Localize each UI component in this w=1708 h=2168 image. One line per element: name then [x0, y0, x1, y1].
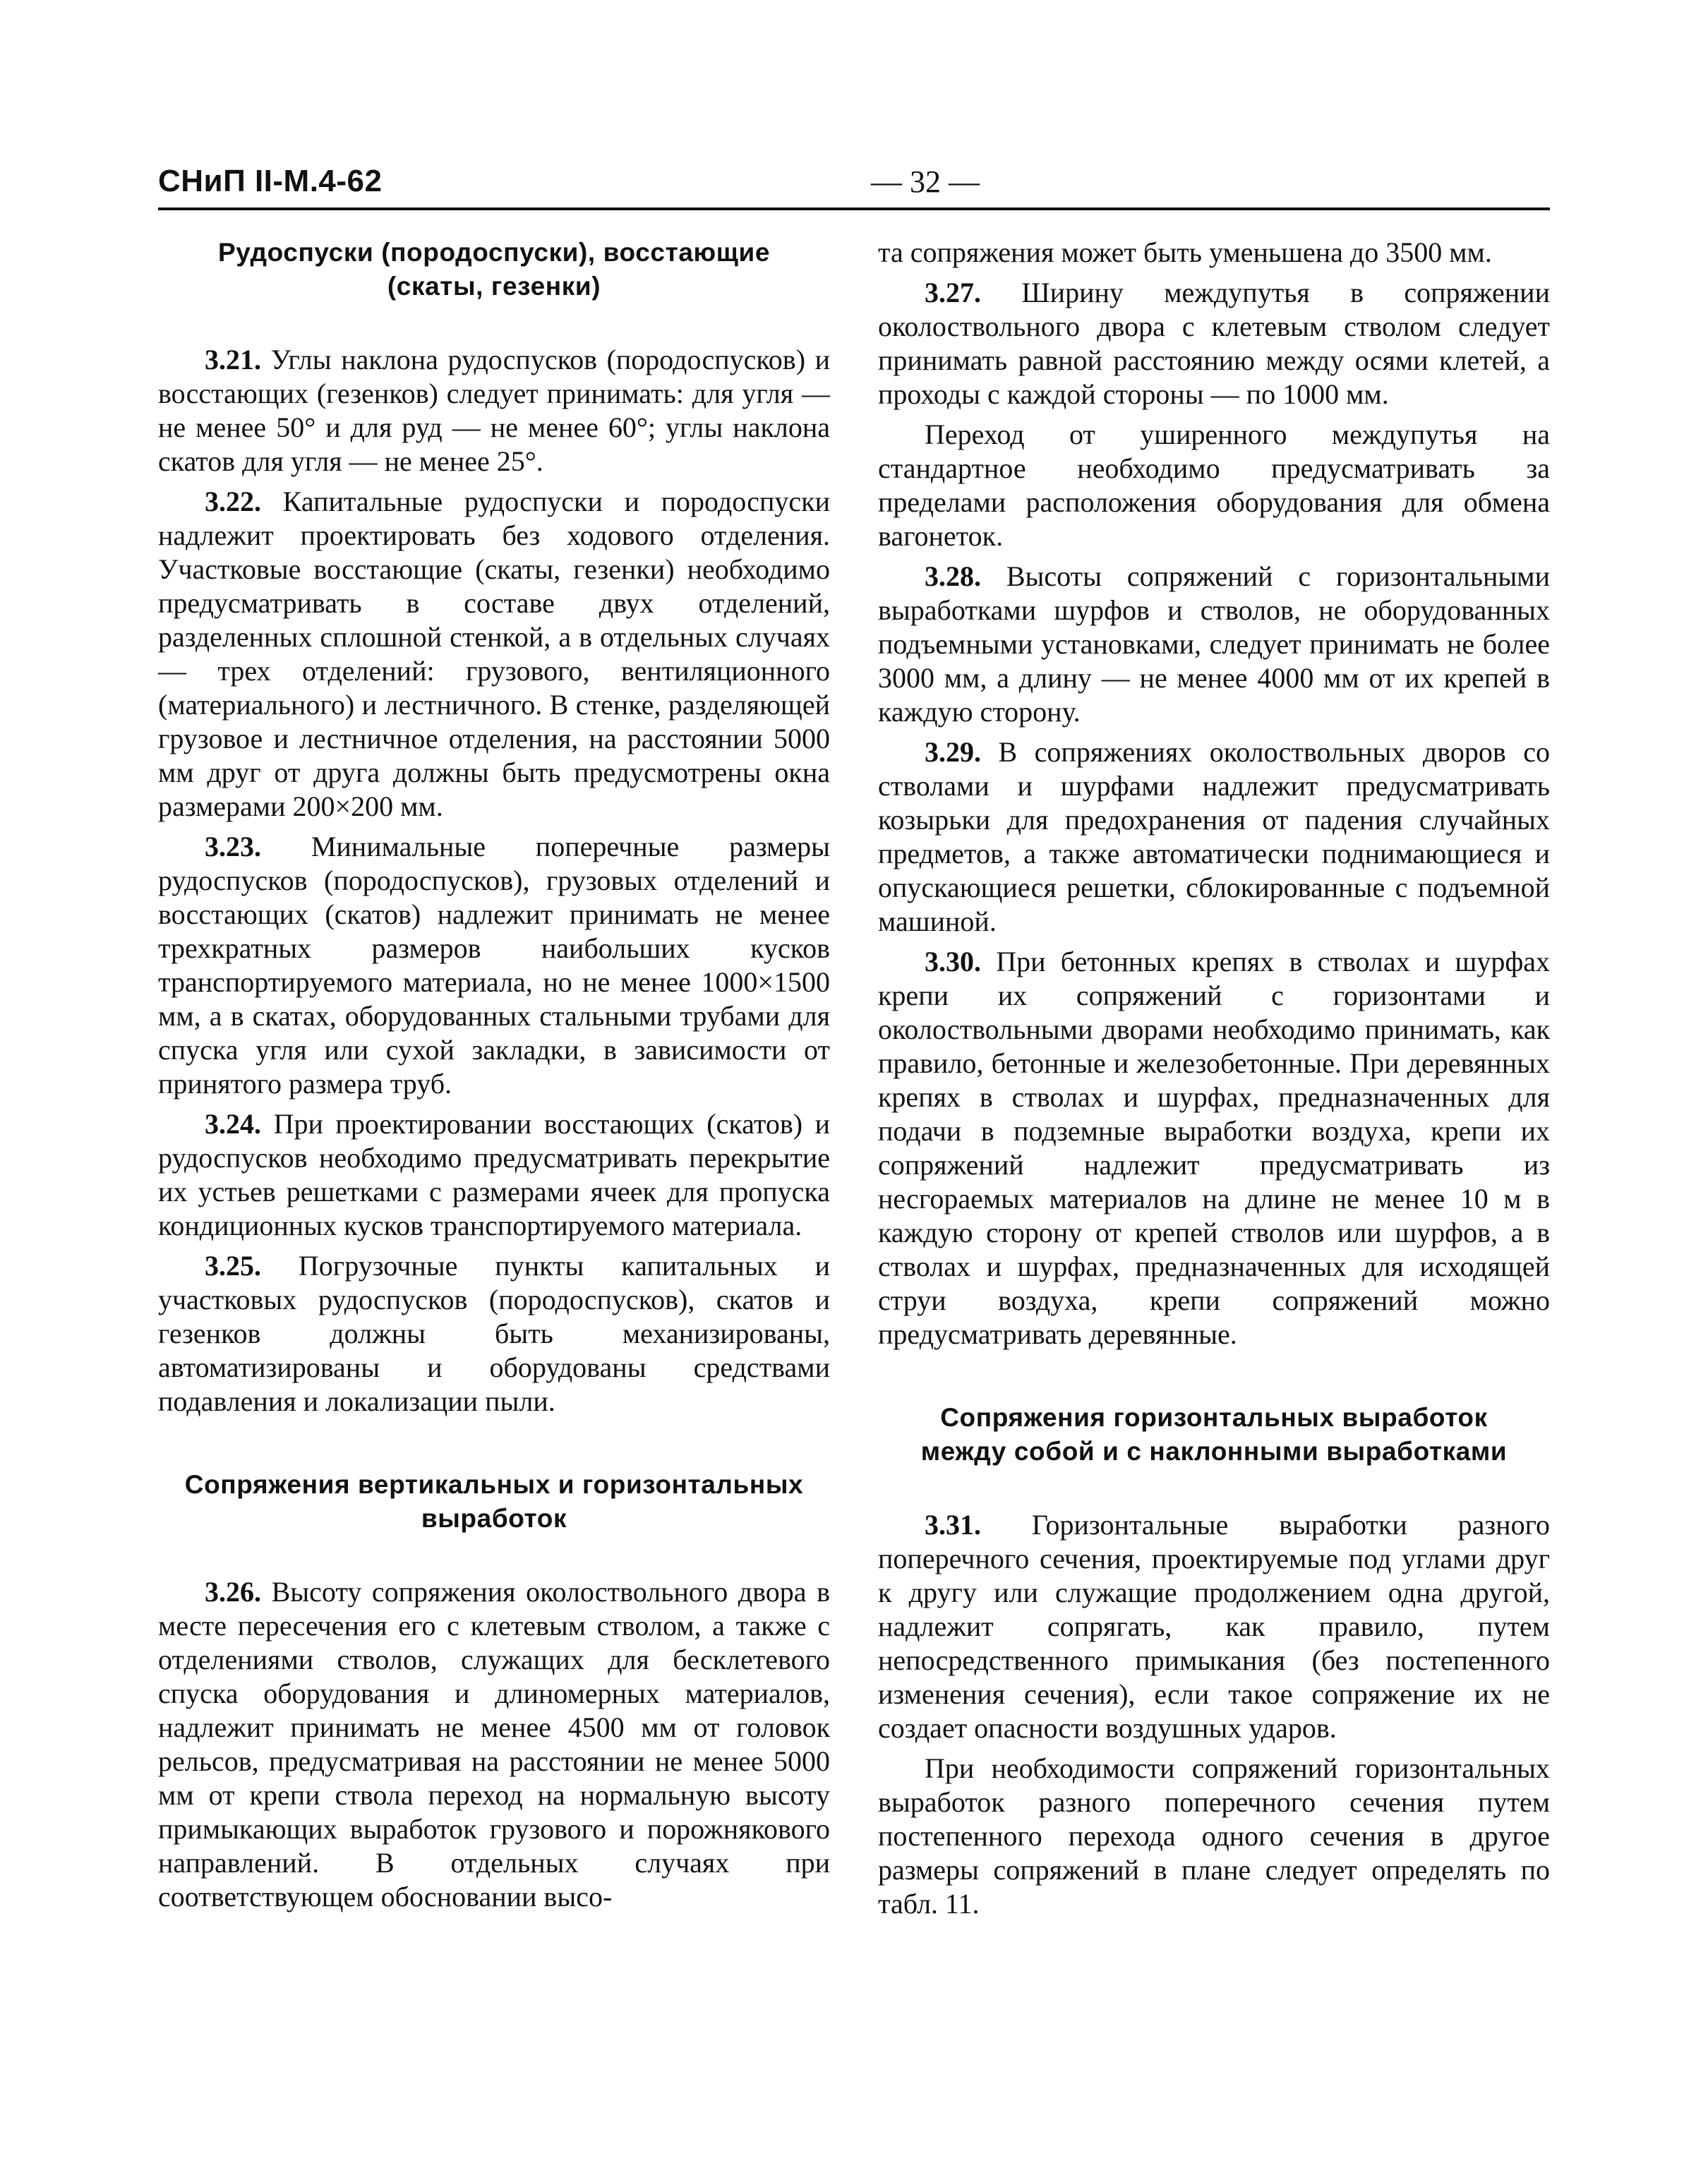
- section-heading-line: выработок: [421, 1504, 567, 1533]
- paragraph-3-27: [878, 276, 1550, 411]
- section-heading-ore-passes: [158, 236, 830, 303]
- paragraph-3-28: [878, 560, 1550, 729]
- paragraph-text: В сопряжениях околоствольных дворов со стволами и шурфами надлежит предусматривать козырьки для предохранения от падения случайных предметов, а также автоматически поднимающиеся и опускающиеся решетки, сблокированные с подъемной машиной.: [878, 736, 1551, 937]
- paragraph-3-31: [878, 1508, 1550, 1745]
- section-heading-line: Сопряжения вертикальных и горизонтальных: [184, 1470, 804, 1499]
- paragraph-3-25: [158, 1249, 830, 1419]
- paragraph-3-27-b: Переход от уширенного междупутья на стандартное необходимо предусматривать за пределами расположения оборудования для обмена вагонеток.: [878, 418, 1550, 552]
- section-heading-line: (скаты, гезенки): [387, 272, 601, 301]
- paragraph-text: Погрузочные пункты капитальных и участковых рудоспусков (породоспусков), скатов и гезенков должны быть механизированы, автоматизированы и оборудованы средствами подавления и локализации пыли.: [158, 1250, 831, 1417]
- section-heading-line: между собой и с наклонными выработками: [920, 1437, 1508, 1466]
- paragraph-text: При проектировании восстающих (скатов) и рудоспусков необходимо предусматривать перекрытие их устьев решетками с размерами ячеек для пропуска кондиционных кусков транспортируемого материала.: [158, 1108, 830, 1241]
- paragraph-number: 3.22.: [205, 486, 261, 517]
- paragraph-number: 3.25.: [205, 1250, 261, 1282]
- paragraph-3-26-continuation: та сопряжения может быть уменьшена до 3500 мм.: [878, 236, 1492, 268]
- section-heading-line: Рудоспуски (породоспуски), восстающие: [217, 238, 771, 267]
- page-header: [158, 158, 1550, 210]
- paragraph-3-26: [158, 1575, 830, 1914]
- paragraph-text: Высоты сопряжений с горизонтальными выработками шурфов и стволов, не оборудованных подъемными установками, следует принимать не более 3000 мм, а длину — не менее 4000 мм от их крепей в каждую сторону.: [878, 560, 1550, 728]
- paragraph-number: 3.31.: [925, 1509, 981, 1541]
- right-column: [878, 236, 1550, 1927]
- paragraph-3-22: [158, 485, 830, 824]
- paragraph-text: Высоту сопряжения околоствольного двора в месте пересечения его с клетевым стволом, а также с отделениями стволов, служащих для бесклетевого спуска оборудования и длиномерных материалов, надлежит принимать не менее 4500 мм от головок рельсов, предусматривая на расстоянии не менее 5000 мм от крепи ствола переход на нормальную высоту примыкающих выработок грузового и порожнякового направлений. В отдельных случаях при соответствующем обосновании высо-: [158, 1576, 830, 1913]
- paragraph-text: При бетонных крепях в стволах и шурфах крепи их сопряжений с горизонтами и околоствольными дворами необходимо принимать, как правило, бетонные и железобетонные. При деревянных крепях в стволах и шурфах, предназначенных для подачи в подземные выработки воздуха, крепи их сопряжений надлежит предусматривать из несгораемых материалов на длине не менее 10 м в каждую сторону от крепей стволов или шурфов, а в стволах и шурфах, предназначенных для исходящей струи воздуха, крепи сопряжений можно предусматривать деревянные.: [878, 946, 1551, 1350]
- paragraph-number: 3.24.: [205, 1108, 261, 1140]
- paragraph-number: 3.29.: [925, 736, 981, 768]
- document-code: СНиП II-М.4-62: [158, 164, 383, 198]
- paragraph-3-31-b: При необходимости сопряжений горизонтальных выработок разного поперечного сечения путем постепенного перехода одного сечения в другое размеры сопряжений в плане следует определять по табл. 11.: [878, 1752, 1550, 1920]
- section-heading-vertical-horizontal-junctions: [158, 1468, 830, 1536]
- paragraph-text: Горизонтальные выработки разного поперечного сечения, проектируемые под углами друг к другу или служащие продолжением одна другой, надлежит сопрягать, как правило, путем непосредственного примыкания (без постепенного изменения сечения), если такое сопряжение их не создает опасности воздушных ударов.: [878, 1509, 1550, 1744]
- paragraph-3-23: [158, 830, 830, 1101]
- left-column: [158, 236, 830, 1920]
- paragraph-text: Капитальные рудоспуски и породоспуски надлежит проектировать без ходового отделения. Участковые восстающие (скаты, гезенки) необходимо предусматривать в составе двух отделений, разделенных сплошной стенкой, а в отдельных случаях — трех отделений: грузового, вентиляционного (материального) и лестничного. В стенке, разделяющей грузовое и лестничное отделения, на расстоянии 5000 мм друг от друга должны быть предусмотрены окна размерами 200×200 мм.: [158, 486, 830, 822]
- paragraph-3-29: [878, 735, 1550, 939]
- paragraph-number: 3.23.: [205, 831, 261, 862]
- paragraph-3-30: [878, 945, 1550, 1351]
- paragraph-3-21: [158, 343, 830, 478]
- paragraph-number: 3.21.: [205, 344, 261, 375]
- page-number: — 32 —: [871, 164, 980, 199]
- paragraph-text: Углы наклона рудоспусков (породоспусков) и восстающих (гезенков) следует принимать: для угля — не менее 50° и для руд — не менее 60°; углы наклона скатов для угля — не менее 25°.: [158, 344, 831, 477]
- section-heading-horizontal-junctions: [878, 1401, 1550, 1469]
- paragraph-number: 3.27.: [925, 277, 981, 308]
- paragraph-number: 3.28.: [925, 560, 981, 592]
- section-heading-line: Сопряжения горизонтальных выработок: [940, 1403, 1488, 1432]
- paragraph-number: 3.30.: [925, 946, 981, 977]
- paragraph-3-24: [158, 1107, 830, 1243]
- paragraph-text: Минимальные поперечные размеры рудоспусков (породоспусков), грузовых отделений и восстающих (скатов) надлежит принимать не менее трехкратных размеров наибольших кусков транспортируемого материала, но не менее 1000×1500 мм, а в скатах, оборудованных стальными трубами для спуска угля или сухой закладки, в зависимости от принятого размера труб.: [158, 831, 831, 1100]
- paragraph-number: 3.26.: [205, 1576, 261, 1608]
- paragraph-text: Ширину междупутья в сопряжении околоствольного двора с клетевым стволом следует принимать равной расстоянию между осями клетей, а проходы с каждой стороны — по 1000 мм.: [878, 277, 1550, 410]
